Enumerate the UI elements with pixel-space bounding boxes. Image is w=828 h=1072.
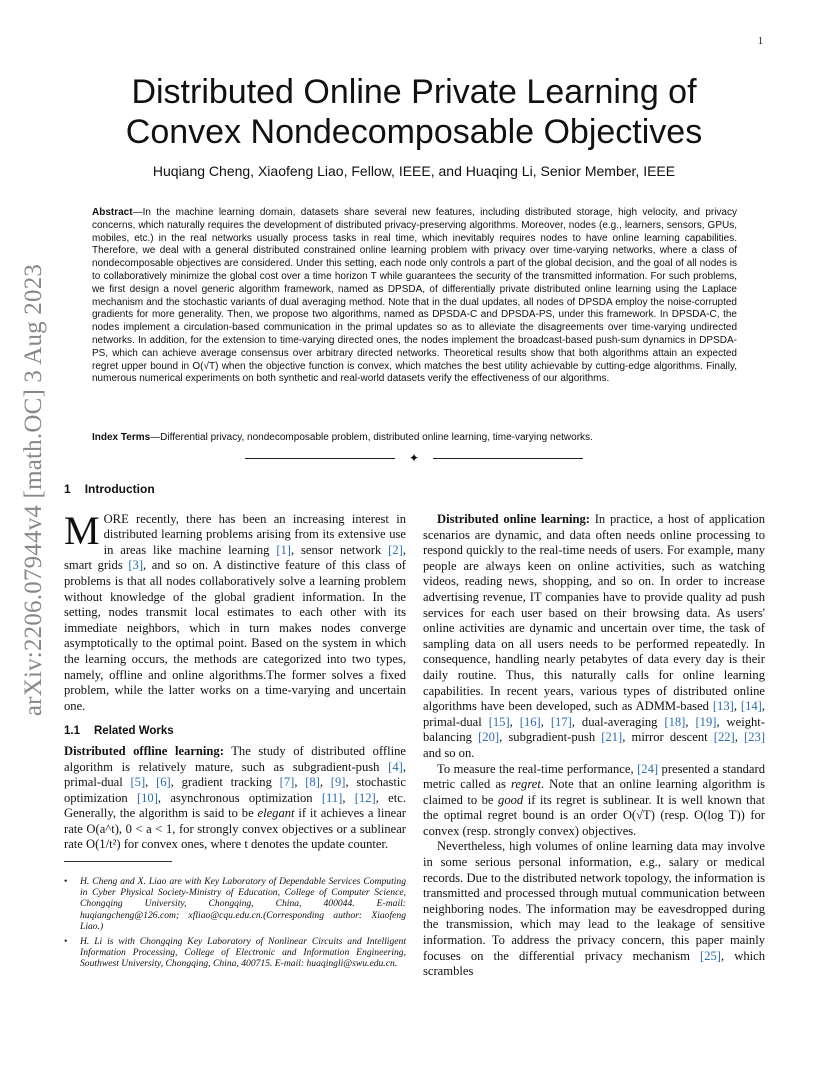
emphasis: good — [498, 792, 524, 807]
body-text: . Note that an online learning algorithm is claimed to be — [423, 777, 765, 807]
paper-title: Distributed Online Private Learning of Convex Nondecomposable Objectives — [125, 73, 703, 151]
subsection-title: Related Works — [94, 725, 174, 738]
intro-text: , sensor network — [291, 542, 389, 557]
index-terms-text: —Differential privacy, nondecomposable problem, distributed online learning, time-varying networks. — [150, 432, 593, 443]
online-paragraph: Distributed online learning: In practice, a host of application scenarios are dynamic, and data often needs online processing to respond quickly to the real-time needs of users. For example, many people are always keen on online activities, such as watching videos, reading news, shopping, and so on. In order to increase advertising revenue, IT companies have to provide quality ad push services for each user based on their browsing data. As users' online activities are dynamic and uncertain over time, the task of sampling data on all users needs to be performed repeatedly. In consequence, handling nearly petabytes of data every day is their daily routine. Thus, this naturally calls for online learning capabilities. In recent years, various types of distributed online algorithms have been developed, such as ADMM-based [13], [14], primal-dual [15], [16], [17], dual-averaging [18], [19], weight-balancing [20], subgradient-push [21], mirror descent [22], [23] and so on. — [423, 512, 766, 760]
body-text: Nevertheless, high volumes of online learning data may involve in some serious personal information, e.g., salary or medical records. Due to the distributed network topology, the information is transmitted and processed through mutual communication between neighboring nodes. The information may be eavesdropped during the transmission, which may lead to the leakage of sensitive information. To address the privacy concern, this paper mainly focuses on the differential privacy mechanism — [423, 839, 765, 963]
body-text: , stochastic optimization — [64, 775, 407, 805]
citation-link[interactable]: [25] — [700, 948, 721, 963]
abstract — [92, 207, 737, 386]
footnotes — [64, 876, 406, 970]
body-text: , which scrambles — [423, 948, 765, 979]
citation-link[interactable]: [21] — [601, 730, 623, 745]
offline-paragraph: Distributed offline learning: The study of distributed offline algorithm is relatively mature, such as subgradient-push [4], primal-dual [5], [6], gradient tracking [7], [8], [9], stochastic optimization [10], asynchronous optimization [11], [12], etc. Generally, the algorithm is said to be elegant if it achieves a linear rate O(a^t), 0 < a < 1, for strongly convex objectives or a sublinear rate O(1/t²) for convex ones, where t denotes the update counter. — [64, 743, 407, 852]
subsection-heading — [64, 724, 406, 740]
body-text: , weight-balancing — [423, 714, 765, 745]
bullet-icon: • — [64, 936, 68, 948]
section-number: 1 — [64, 482, 71, 496]
body-text: , asynchronous optimization — [157, 790, 322, 805]
emphasis: elegant — [257, 806, 295, 821]
subsection-number: 1.1 — [64, 725, 80, 738]
citation-link[interactable]: [5] — [130, 775, 146, 790]
body-text: To measure the real-time performance, — [437, 761, 638, 776]
body-text: , dual-averaging — [571, 714, 665, 729]
body-text: In practice, a host of application scenarios are dynamic, and data often needs online processing to respond quickly to the real-time needs of users. For example, many people are always keen on online activities, such as watching videos, reading news, shopping, and so on. In order to increase advertising revenue, IT companies have to provide quality ad push services for each user based on their browsing data. As users' online activities are dynamic and uncertain over time, the task of sampling data on all users needs to be performed repeatedly. In consequence, handling nearly petabytes of data every day is their daily routine. Thus, this naturally calls for online learning capabilities. In recent years, various types of distributed online algorithms have been developed, such as ADMM-based — [423, 512, 765, 714]
citation-link[interactable]: [18] — [664, 714, 686, 729]
body-text: and so on. — [423, 745, 475, 760]
left-column — [64, 480, 406, 974]
body-text: , primal-dual — [64, 759, 406, 790]
index-terms — [92, 432, 737, 443]
citation-link[interactable]: [4] — [388, 759, 403, 774]
intro-text: , and so on. A distinctive feature of this class of problems is that all nodes collaboratively solve a learning problem without knowledge of the global gradient information. In the setting, nodes transmit local estimates to each other with its immediate neighbors, which in turn makes nodes converge asymptotically to the optimal point. Based on the system in which the learning occurs, the methods are categorized into two types, namely, offline and online algorithms.The former solves a fixed problem, while the latter works on a time-varying and uncertain one. — [64, 558, 406, 713]
citation-link[interactable]: [20] — [478, 730, 500, 745]
body-text: The study of distributed offline algorithm is relatively mature, such as subgradient-push — [64, 743, 406, 774]
author-line: Huqiang Cheng, Xiaofeng Liao, Fellow, IEEE, and Huaqing Li, Senior Member, IEEE — [152, 163, 676, 179]
intro-first-word: ORE — [103, 511, 129, 526]
citation-link[interactable]: [8] — [305, 775, 320, 790]
page-number: 1 — [758, 36, 763, 47]
body-text: , primal-dual — [423, 699, 766, 729]
citation-link[interactable]: [3] — [128, 558, 144, 573]
citation-link[interactable]: [13] — [712, 699, 734, 714]
citation-link[interactable]: [11] — [321, 790, 343, 805]
arxiv-stamp — [14, 235, 54, 745]
paragraph-lead: Distributed offline learning: — [64, 743, 224, 758]
citation-link[interactable]: [10] — [136, 790, 158, 805]
citation-link[interactable]: [14] — [740, 699, 762, 714]
divider-line-left — [245, 458, 395, 459]
body-text: if it achieves a linear rate O(a^t), 0 < a < 1, for strongly convex objectives or a sublinear rate O(1/t²) for convex ones, where t denotes the update counter. — [64, 806, 406, 852]
citation-link[interactable]: [9] — [330, 775, 346, 790]
body-text: if its regret is sublinear. It is well known that the optimal regret bound is an order O(√T) (resp. O(log T)) for convex (resp. strongly convex) objectives. — [423, 792, 765, 838]
citation-link[interactable]: [6] — [156, 775, 171, 790]
body-text: presented a standard metric called as — [423, 761, 766, 792]
right-column — [423, 512, 765, 980]
divider-line-right — [433, 458, 583, 459]
intro-text: , smart grids — [64, 542, 406, 573]
footnote-text: H. Cheng and X. Liao are with Key Laboratory of Dependable Services Computing in Cyber Physical Society-Ministry of Education, College of Computer Science, Chongqing University, Chongqing, China, 400044. E-mail: huqiangcheng@126.com; xfliao@cqu.edu.cn.(Corresponding author: Xiaofeng Liao.) — [80, 876, 406, 932]
citation-link[interactable]: [19] — [695, 714, 717, 729]
citation-link[interactable]: [23] — [744, 730, 766, 745]
citation-link[interactable]: [24] — [637, 761, 659, 776]
citation-link[interactable]: [2] — [388, 542, 403, 557]
footnote — [64, 936, 406, 970]
body-text: , gradient tracking — [170, 775, 280, 790]
abstract-label: Abstract — [92, 207, 133, 218]
drop-cap: M — [64, 507, 100, 553]
section-heading — [64, 482, 406, 498]
citation-link[interactable]: [12] — [354, 790, 376, 805]
regret-paragraph — [423, 762, 765, 840]
arxiv-identifier: arXiv:2206.07944v4 [math.OC] 3 Aug 2023 — [20, 263, 47, 717]
section-title: Introduction — [84, 482, 155, 496]
citation-link[interactable]: [17] — [550, 714, 572, 729]
body-text: , etc. Generally, the algorithm is said to be — [64, 790, 407, 821]
divider-ornament-icon: ✦ — [409, 451, 420, 465]
index-terms-label: Index Terms — [92, 432, 151, 443]
citation-link[interactable]: [16] — [519, 714, 541, 729]
intro-text: recently, there has been an increasing interest in distributed learning problems arising from its extensive use in areas like machine learning — [103, 511, 406, 557]
footnote-rule — [64, 861, 172, 862]
abstract-text: —In the machine learning domain, datasets share several new features, including distributed storage, high velocity, and privacy concerns, which naturally requires the development of distributed privacy-preserving algorithms. Moreover, nodes (e.g., learners, sensors, GPUs, mobiles, etc.) in the real networks usually process tasks in real time, which inevitably requires nodes to have online learning capabilities. Therefore, we deal with a general distributed constrained online learning problem with privacy over time-varying networks, where a class of nondecomposable objectives are considered. Under this setting, each node only controls a part of the global decision, and the goal of all nodes is to collaboratively minimize the global cost over a time horizon T while guarantees the security of the transmitted information. For such problems, we first design a novel generic algorithm framework, named as DPSDA, of differentially private distributed online learning using the Laplace mechanism and the stochastic variants of dual averaging method. Note that in the dual updates, all nodes of DPSDA employ the noise-corrupted gradients for more generality. Then, we propose two algorithms, named as DPSDA-C and DPSDA-PS, under this framework. In DPSDA-C, the nodes implement a circulation-based communication in the primal updates so as to alleviate the disagreements over time-varying undirected networks. In addition, for the extension to time-varying directed ones, the nodes implement the broadcast-based push-sum dynamics in DPSDA-PS, which can achieve average consensus over arbitrary directed networks. Theoretical results show that both algorithms attain an expected regret upper bound in O(√T) when the objective function is convex, which matches the best utility achievable by cutting-edge algorithms. Finally, numerous numerical experiments on both synthetic and real-world datasets verify the effectiveness of our algorithms. — [92, 207, 737, 385]
footnote — [64, 876, 406, 932]
citation-link[interactable]: [1] — [276, 542, 291, 557]
intro-paragraph — [64, 507, 406, 715]
paragraph-lead: Distributed online learning: — [437, 512, 590, 526]
citation-link[interactable]: [7] — [279, 775, 295, 790]
body-text: , mirror descent — [622, 730, 714, 745]
bullet-icon: • — [64, 876, 68, 888]
footnote-text: H. Li is with Chongqing Key Laboratory of Nonlinear Circuits and Intelligent Information Processing, College of Electronic and Information Engineering, Southwest University, Chongqing, China, 400715. E-mail: huaqingli@swu.edu.cn. — [80, 936, 406, 970]
body-text: , subgradient-push — [499, 730, 602, 745]
citation-link[interactable]: [22] — [713, 730, 735, 745]
citation-link[interactable]: [15] — [488, 714, 510, 729]
section-divider — [245, 452, 583, 466]
privacy-paragraph — [423, 839, 765, 979]
emphasis: regret — [511, 777, 541, 792]
